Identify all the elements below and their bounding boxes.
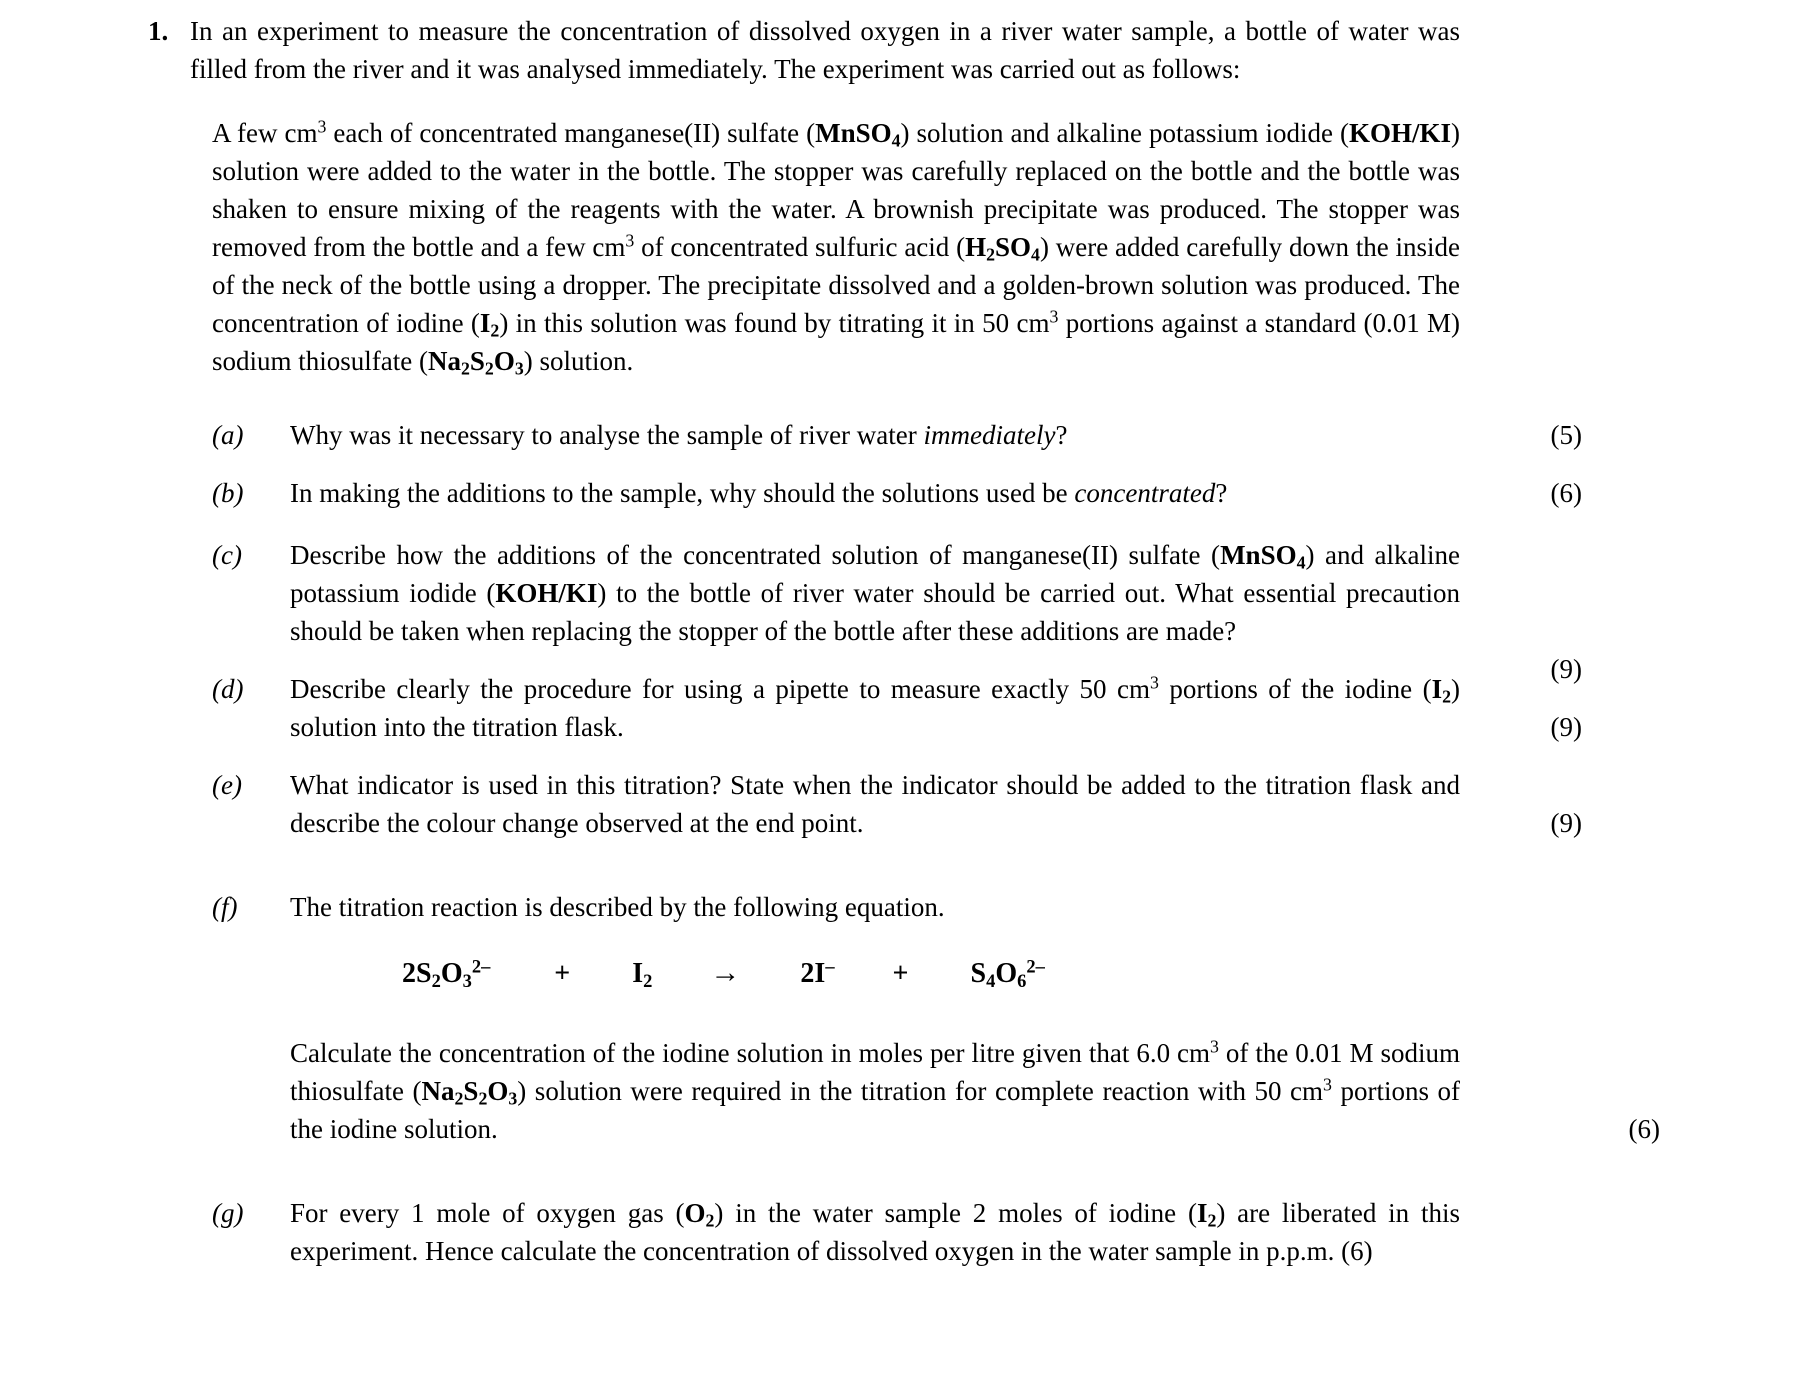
chemical-formula-kohki: KOH/KI bbox=[1348, 118, 1451, 148]
eq-t4-sub1: 4 bbox=[986, 970, 996, 991]
h2so4-sub-2: 2 bbox=[986, 244, 995, 265]
h2so4-sub-4: 4 bbox=[1031, 244, 1040, 265]
part-c-chemical-mnso4 bbox=[1220, 540, 1306, 573]
calc-s-sub: 2 bbox=[478, 1088, 488, 1109]
part-c-label: (c) bbox=[212, 540, 242, 570]
eq-t3-charge: – bbox=[825, 956, 835, 977]
part-d-text bbox=[290, 670, 1460, 746]
calc-o: O bbox=[487, 1076, 509, 1106]
part-c-chemical-kohki: KOH/KI bbox=[495, 578, 598, 608]
equation-term-tetrathionate bbox=[971, 958, 1045, 990]
chemical-equation bbox=[212, 956, 1460, 990]
chemical-formula-mnso4 bbox=[815, 118, 901, 151]
part-b-seg-2: ? bbox=[1215, 478, 1228, 508]
part-d bbox=[212, 670, 1582, 746]
part-d-cubic-superscript: 3 bbox=[1149, 672, 1159, 693]
part-d-marks: (9) bbox=[1550, 712, 1582, 742]
calc-seg-2: of the 0.01 M sodium thiosulfate ( bbox=[290, 1038, 1460, 1106]
part-g-chemical-o2 bbox=[684, 1198, 715, 1231]
part-d-seg-2: portions of the iodine ( bbox=[1158, 674, 1432, 704]
na2s2o3-na: Na bbox=[427, 346, 461, 376]
part-d-i2-letter: I bbox=[1431, 674, 1443, 704]
part-d-seg-1: Describe clearly the procedure for using a pipette to measure exactly 50 cm bbox=[290, 674, 1150, 704]
h2so4-so: SO bbox=[995, 232, 1032, 262]
procedure-seg-9: ) solution. bbox=[523, 346, 634, 376]
chemical-formula-h2so4 bbox=[965, 232, 1040, 265]
part-c-text bbox=[290, 536, 1460, 650]
part-g-i2-subscript: 2 bbox=[1207, 1210, 1217, 1231]
equation-term-iodine bbox=[632, 958, 652, 990]
calc-chemical-na2s2o3 bbox=[421, 1076, 518, 1109]
mnso4-subscript: 4 bbox=[891, 130, 901, 151]
eq-t1-sub1: 2 bbox=[431, 970, 441, 991]
part-f-intro-text: The titration reaction is described by the following equation. bbox=[290, 892, 945, 922]
eq-t1-a: 2S bbox=[402, 958, 432, 989]
part-a-marks: (5) bbox=[1550, 420, 1582, 450]
part-e-marks: (9) bbox=[1550, 808, 1582, 838]
part-f-label: (f) bbox=[212, 892, 238, 922]
calc-cubic-superscript-1: 3 bbox=[1210, 1036, 1219, 1057]
question-intro-row bbox=[0, 12, 1818, 88]
na2s2o3-s: S bbox=[469, 346, 485, 376]
chemical-formula-na2s2o3 bbox=[427, 346, 524, 379]
part-f bbox=[212, 888, 1460, 926]
equation-term-iodide bbox=[800, 958, 834, 990]
part-a-seg-1: Why was it necessary to analyse the sample of river water bbox=[290, 420, 924, 450]
part-a bbox=[212, 416, 1582, 454]
mnso4-letters: MnSO bbox=[815, 118, 892, 148]
eq-t1-sub2: 3 bbox=[462, 970, 472, 991]
equation-plus-1: + bbox=[554, 958, 571, 989]
procedure-seg-4: ) solution were added to the water in the bottle. The stopper was carefully replaced on the bottle and the bottle was shaken to ensure mixing of the reagents with the water. A brownish precipitate was produced. The stopper was removed from the bottle and a few cm bbox=[212, 118, 1460, 262]
cubic-superscript-1: 3 bbox=[317, 116, 327, 137]
part-b-emphasis: concentrated bbox=[1074, 478, 1216, 508]
question-parts-list bbox=[212, 416, 1582, 926]
part-e-label: (e) bbox=[212, 770, 242, 800]
part-c-marks: (9) bbox=[1550, 654, 1582, 684]
eq-t4-sub2: 6 bbox=[1017, 970, 1027, 991]
eq-t1-b: O bbox=[440, 958, 463, 989]
part-a-emphasis: immediately bbox=[923, 420, 1056, 450]
part-b-marks: (6) bbox=[1550, 478, 1582, 508]
procedure-seg-3: ) solution and alkaline potassium iodide ( bbox=[900, 118, 1349, 148]
calc-na-sub: 2 bbox=[454, 1088, 464, 1109]
i2-letter: I bbox=[479, 308, 491, 338]
calc-seg-4: portions of the iodine solution. bbox=[290, 1076, 1460, 1144]
i2-subscript: 2 bbox=[490, 320, 500, 341]
part-g-o2-subscript: 2 bbox=[705, 1210, 715, 1231]
procedure-seg-7: ) in this solution was found by titrating it in 50 cm bbox=[499, 308, 1050, 338]
h2so4-h: H bbox=[965, 232, 987, 262]
equation-term-thiosulfate bbox=[402, 958, 490, 990]
part-g-seg-1: For every 1 mole of oxygen gas ( bbox=[290, 1198, 685, 1228]
procedure-paragraph bbox=[212, 114, 1460, 380]
procedure-seg-5: of concentrated sulfuric acid ( bbox=[634, 232, 966, 262]
exam-question-page bbox=[0, 12, 1818, 1382]
part-a-seg-2: ? bbox=[1055, 420, 1068, 450]
calc-o-sub: 3 bbox=[508, 1088, 518, 1109]
part-g-marks-inline: (6) bbox=[1341, 1236, 1373, 1266]
equation-plus-2: + bbox=[892, 958, 909, 989]
na2s2o3-o: O bbox=[493, 346, 515, 376]
part-c-mnso4-subscript: 4 bbox=[1296, 552, 1306, 573]
calc-seg-3: ) solution were required in the titration for complete reaction with 50 cm bbox=[517, 1076, 1324, 1106]
part-e-text: What indicator is used in this titration? State when the indicator should be added to the titration flask and describe the colour change observed at the end point. bbox=[290, 770, 1460, 838]
part-f-marks: (6) bbox=[1628, 1114, 1660, 1144]
na2s2o3-sub-1: 2 bbox=[460, 358, 470, 379]
part-e bbox=[212, 766, 1582, 842]
calc-seg-1: Calculate the concentration of the iodine solution in moles per litre given that 6.0 cm bbox=[290, 1038, 1211, 1068]
eq-t2-a: I bbox=[632, 958, 644, 989]
equation-arrow-icon: → bbox=[710, 956, 741, 989]
part-g-seg-2: ) in the water sample 2 moles of iodine ( bbox=[714, 1198, 1197, 1228]
part-b-text bbox=[290, 474, 1460, 512]
part-c-seg-1: Describe how the additions of the concentrated solution of manganese(II) sulfate ( bbox=[290, 540, 1221, 570]
part-g-wrapper bbox=[212, 1194, 1460, 1270]
part-d-seg-3: ) solution into the titration flask. bbox=[290, 674, 1460, 742]
procedure-seg-1: A few cm bbox=[212, 118, 318, 148]
part-f-calculation-text bbox=[290, 1034, 1660, 1148]
part-g-seg-3: ) are liberated in this experiment. Hence calculate the concentration of dissolved oxygen in the water sample in p.p.m. bbox=[290, 1198, 1460, 1266]
part-g bbox=[212, 1194, 1460, 1270]
calc-cubic-superscript-2: 3 bbox=[1323, 1074, 1332, 1095]
part-b-seg-1: In making the additions to the sample, why should the solutions used be bbox=[290, 478, 1075, 508]
eq-t4-b: O bbox=[995, 958, 1018, 989]
procedure-seg-6: ) were added carefully down the inside of the neck of the bottle using a dropper. The precipitate dissolved and a golden-brown solution was produced. The concentration of iodine ( bbox=[212, 232, 1460, 338]
part-c-seg-3: ) to the bottle of river water should be carried out. What essential precaution should be taken when replacing the stopper of the bottle after these additions are made? bbox=[290, 578, 1460, 646]
part-b bbox=[212, 474, 1582, 512]
question-number: 1. bbox=[148, 16, 169, 46]
part-a-label: (a) bbox=[212, 420, 244, 450]
part-g-label: (g) bbox=[212, 1198, 244, 1228]
part-g-i2-letter: I bbox=[1196, 1198, 1208, 1228]
part-g-text bbox=[290, 1194, 1460, 1270]
part-a-text bbox=[290, 416, 1460, 454]
part-c bbox=[212, 536, 1582, 684]
calc-s: S bbox=[463, 1076, 479, 1106]
eq-t2-sub: 2 bbox=[643, 970, 653, 991]
question-intro-text: In an experiment to measure the concentration of dissolved oxygen in a river water sample, a bottle of water was filled from the river and it was analysed immediately. The experiment was carried out as follows: bbox=[190, 16, 1460, 84]
spacer-before-part-f bbox=[212, 862, 1460, 888]
chemical-formula-i2 bbox=[479, 308, 500, 341]
cubic-superscript-2: 3 bbox=[625, 230, 635, 251]
eq-t3-a: 2I bbox=[800, 958, 826, 989]
part-g-chemical-i2 bbox=[1196, 1198, 1217, 1231]
part-d-i2-subscript: 2 bbox=[1442, 686, 1451, 707]
part-g-o2-letter: O bbox=[684, 1198, 706, 1228]
part-c-seg-2: ) and alkaline potassium iodide ( bbox=[290, 540, 1460, 608]
na2s2o3-sub-3: 3 bbox=[514, 358, 524, 379]
part-c-mnso4-letters: MnSO bbox=[1220, 540, 1297, 570]
part-d-label: (d) bbox=[212, 674, 244, 704]
eq-t4-charge: 2– bbox=[1026, 956, 1045, 977]
part-d-chemical-i2 bbox=[1431, 674, 1451, 707]
procedure-seg-8: portions against a standard (0.01 M) sodium thiosulfate ( bbox=[212, 308, 1461, 376]
eq-t4-a: S bbox=[970, 958, 987, 989]
eq-t1-charge: 2– bbox=[471, 956, 491, 977]
part-b-label: (b) bbox=[212, 478, 244, 508]
procedure-seg-2: each of concentrated manganese(II) sulfate ( bbox=[326, 118, 816, 148]
cubic-superscript-3: 3 bbox=[1049, 306, 1059, 327]
calc-na: Na bbox=[421, 1076, 455, 1106]
na2s2o3-sub-2: 2 bbox=[484, 358, 494, 379]
